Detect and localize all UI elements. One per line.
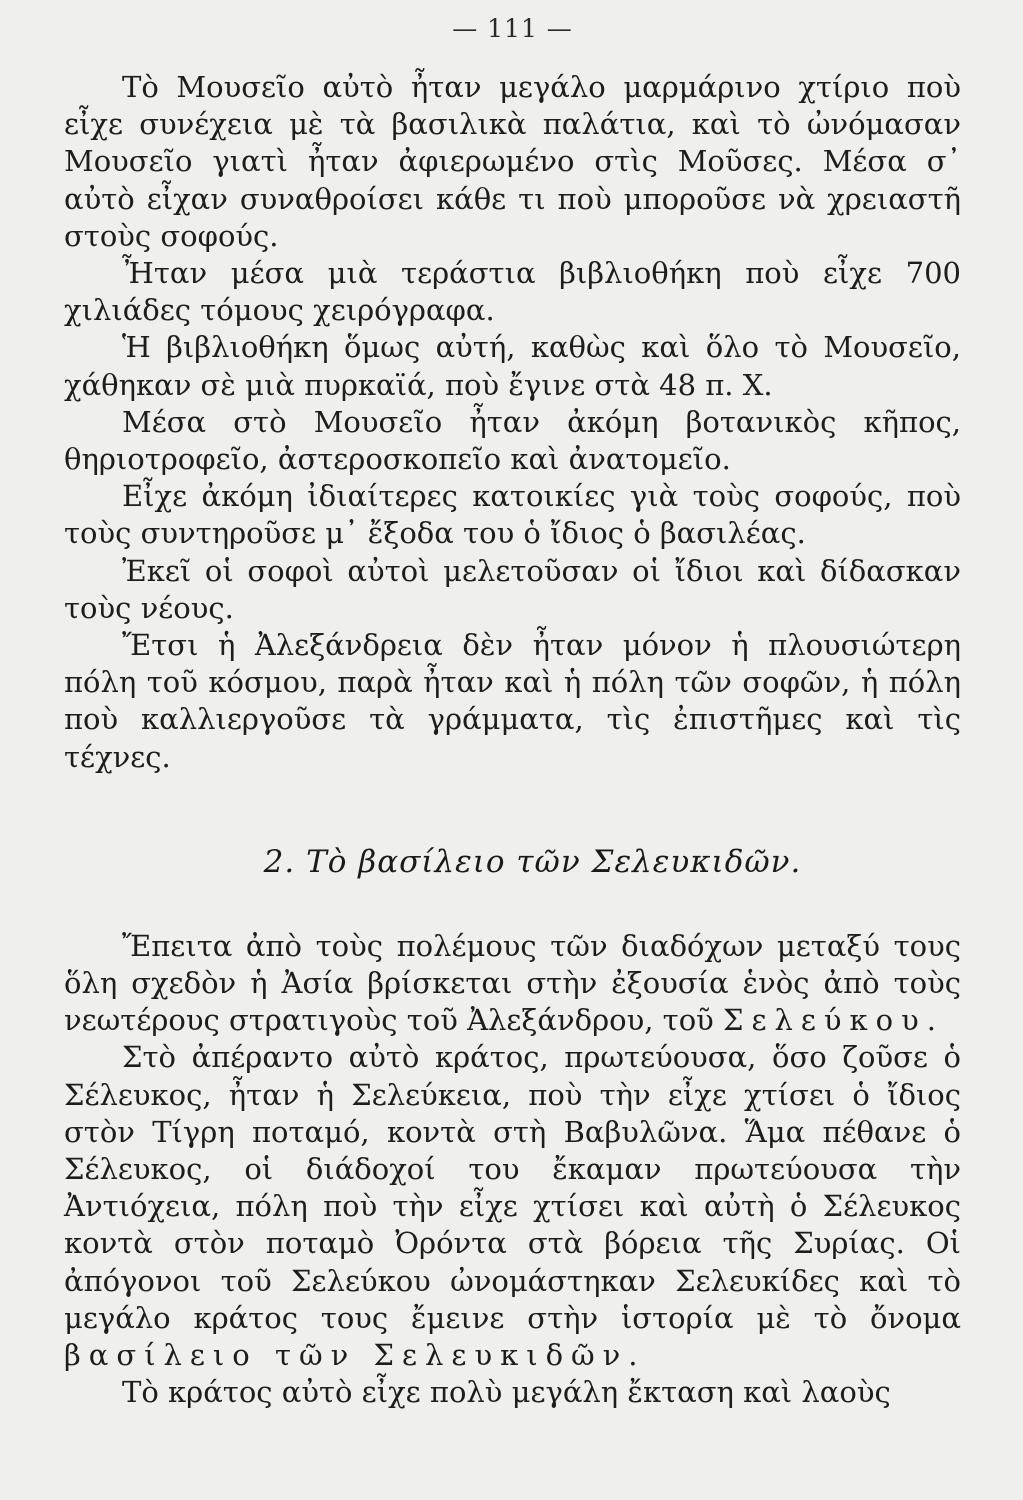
paragraph-fire: Ἡ βιβλιοθήκη ὅμως αὐτή, καθὼς καὶ ὅλο τὸ Μουσεῖο, χάθηκαν σὲ μιὰ πυρκαϊά, ποὺ ἔγινε στὰ 48 π. Χ. — [64, 330, 961, 402]
section-heading: 2. Τὸ βασίλειο τῶν Σελευκιδῶν. — [263, 843, 802, 880]
page-number: — 111 — — [452, 14, 573, 43]
paragraph-capital-text: Στὸ ἀπέραντο αὐτὸ κράτος, πρωτεύουσα, ὅσο ζοῦσε ὁ Σέλευκος, ἦταν ἡ Σελεύκεια, ποὺ τὴν εἶχε χτίσει ὁ ἴδιος στὸν Τίγρη ποταμό, κοντὰ στὴ Βαβυλῶνα. Ἅμα πέθανε ὁ Σέλευκος, οἱ διάδοχοί του ἔκαμαν πρωτεύουσα τὴν Ἀντιόχεια, πόλη ποὺ τὴν εἶχε χτίσει καὶ αὐτὴ ὁ Σέλευκος κοντὰ στὸν ποταμὸ Ὀρόντα στὰ βόρεια τῆς Συρίας. Οἱ ἀπόγονοι τοῦ Σελεύκου ὠνομάστηκαν Σελευκίδες καὶ τὸ μεγάλο κράτος τους ἔμεινε στὴν ἱστορία μὲ τὸ ὄνομα — [64, 1040, 961, 1335]
paragraph-capital — [64, 1039, 961, 1374]
seleucus-name: Σελεύκου. — [723, 1003, 944, 1038]
paragraph-garden: Μέσα στὸ Μουσεῖο ἦταν ἀκόμη βοτανικὸς κῆπος, θηριοτροφεῖο, ἀστεροσκοπεῖο καὶ ἀνατομεῖο. — [64, 404, 961, 477]
paragraph-museum: Τὸ Μουσεῖο αὐτὸ ἦταν μεγάλο μαρμάρινο χτίριο ποὺ εἶχε συνέχεια μὲ τὰ βασιλικὰ παλάτια, καὶ τὸ ὠνόμασαν Μουσεῖο γιατὶ ἦταν ἀφιερωμένο στὶς Μοῦσες. Μέσα σ᾽ αὐτὸ εἶχαν συναθροίσει κάθε τι ποὺ μποροῦσε νὰ χρειαστῆ στοὺς σοφούς. — [64, 70, 961, 253]
paragraph-alexandria: Ἔτσι ἡ Ἀλεξάνδρεια δὲν ἦταν μόνον ἡ πλουσιώτερη πόλη τοῦ κόσμου, παρὰ ἦταν καὶ ἡ πόλη τῶν σοφῶν, ἡ πόλη ποὺ καλλιεργοῦσε τὰ γράμματα, τὶς ἐπιστῆμες καὶ τὶς τέχνες. — [64, 628, 961, 774]
paragraph-teaching: Ἐκεῖ οἱ σοφοὶ αὐτοὶ μελετοῦσαν οἱ ἴδιοι καὶ δίδασκαν τοὺς νέους. — [64, 553, 961, 625]
kingdom-name: βασίλειο τῶν Σελευκιδῶν. — [64, 1338, 646, 1373]
section-one-body — [64, 69, 961, 776]
paragraph-residences: Εἶχε ἀκόμη ἰδιαίτερες κατοικίες γιὰ τοὺς σοφούς, ποὺ τοὺς συντηροῦσε μ᾽ ἔξοδα του ὁ ἴδιος ὁ βασιλέας. — [64, 479, 961, 551]
paragraph-seleucus — [64, 928, 961, 1040]
paragraph-extent: Τὸ κράτος αὐτὸ εἶχε πολὺ μεγάλη ἔκταση καὶ λαοὺς — [122, 1375, 891, 1410]
section-two-body — [64, 928, 961, 1412]
paragraph-library: Ἦταν μέσα μιὰ τεράστια βιβλιοθήκη ποὺ εἶχε 700 χιλιάδες τόμους χειρόγραφα. — [64, 256, 961, 328]
paragraph-seleucus-text: Ἔπειτα ἀπὸ τοὺς πολέμους τῶν διαδόχων μεταξύ τους ὅλη σχεδὸν ἡ Ἀσία βρίσκεται στὴν ἐξουσία ἑνὸς ἀπὸ τοὺς νεωτέρους στρατιγοὺς τοῦ Ἀλεξάνδρου, τοῦ — [64, 928, 961, 1038]
